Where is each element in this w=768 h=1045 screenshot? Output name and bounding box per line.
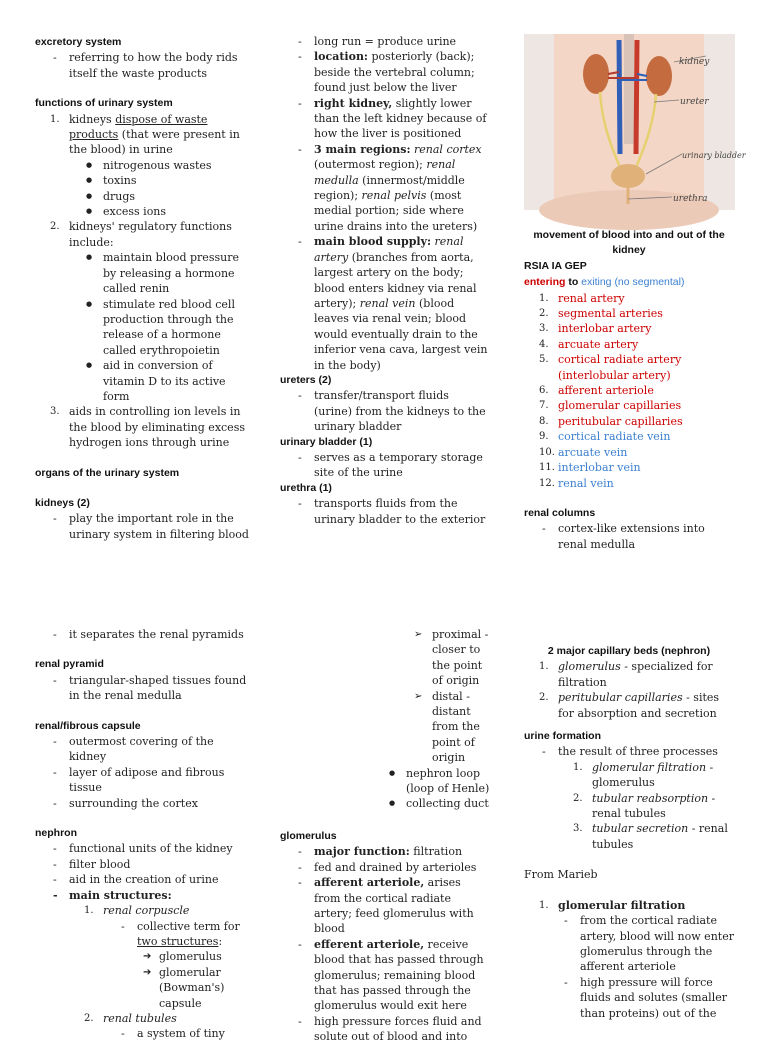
functions-item-1: 1. kidneys dispose of waste products (that were present in the blood) in urine ● nitrogenous wastes ● toxins ● drugs ● excess ions [69,112,250,220]
proximal-item: ➢ proximal - closer to the point of origin [432,627,490,689]
capsule-item: - outermost covering of the kidney [69,734,250,765]
pyramid-heading: renal pyramid [35,658,104,671]
kidney-location: - location: posteriorly (back); beside the vertebral column; found just below the liver [314,49,490,95]
functions-item-2: 2. kidneys' regulatory functions include: ● maintain blood pressure by releasing a hormone called renin ● stimulate red blood cell production through the release of a hormone called erythropoietin ● aid in conversion of vitamin D to its active form [69,219,250,404]
glom-major: - major function: filtration [314,844,490,859]
corpuscle-part: ➔ glomerular (Bowman's) capsule [159,965,250,1011]
formation-heading: urine formation [524,730,602,743]
urinary-system-figure [524,34,746,210]
bed-item: 2. peritubular capillaries - sites for absorption and secretion [539,691,720,720]
kidney-right-shape [646,56,672,96]
process-item: 3. tubular secretion - renal tubules [573,822,728,851]
kidneys-item: - play the important role in the urinary system in filtering blood [69,511,250,542]
entering-exiting-line: entering to exiting (no segmental) [524,276,685,289]
glom-afferent: - afferent arteriole, arises from the cortical radiate artery; feed glomerulus with blood [314,875,490,937]
vessel-item: 1. renal artery [539,291,625,305]
vessel-item: 3. interlobar artery [539,322,652,336]
waste-bullet: ● drugs [103,189,250,204]
distal-item: ➢ distal - distant from the point of origin [432,689,490,766]
bladder-heading: urinary bladder (1) [280,435,373,448]
bed-item: 1. glomerulus - specialized for filtration [539,660,713,689]
mnemonic: RSIA IA GEP [524,259,587,272]
kidney-regions: - 3 main regions: renal cortex (outermost region); renal medulla (innermost/middle region); renal pelvis (most medial portion; side where urine drains into the ureters) [314,142,490,234]
vessel-item: 8. peritubular capillaries [539,414,683,428]
columns-heading: renal columns [524,506,596,519]
excretory-item: - referring to how the body rids itself the waste products [69,50,250,81]
tubules-desc: - a system of tiny [137,1026,250,1041]
glom-efferent: - efferent arteriole, receive blood that has passed through glomerulus; remaining blood that has passed through the glomerulus would exit here [314,937,490,1014]
kidneys-heading: kidneys (2) [35,496,90,509]
bladder-item: - serves as a temporary storage site of the urine [314,450,490,481]
vessel-item: 12. renal vein [539,476,614,490]
gf-item: 1. glomerular filtration - from the cortical radiate artery, blood will now enter glomerulus through the afferent arteriole - high pressure will force fluids and solutes (smaller than proteins) out of the [558,898,734,1021]
nephron-item: - filter blood [69,857,250,872]
vessel-item: 10. arcuate vein [539,445,628,459]
p2-col1 [35,627,250,1042]
glom-pressure: - high pressure forces fluid and solute out of blood and into [314,1014,490,1045]
gf-detail: - high pressure will force fluids and solutes (smaller than proteins) out of the [580,975,734,1021]
corpuscle-desc: - collective term for two structures: ➔ glomerulus ➔ glomerular (Bowman's) capsule [137,919,250,1011]
kidney-right: - right kidney, slightly lower than the left kidney because of how the liver is positioned [314,96,490,142]
glomerulus-heading: glomerulus [280,830,337,842]
gf-detail: - from the cortical radiate artery, blood will now enter glomerulus through the afferent arteriole [580,913,734,975]
excretory-heading: excretory system [35,36,122,48]
p2-col2-top [390,627,490,812]
tubules-item: 2. renal tubules - a system of tiny [103,1011,250,1042]
vessel-item: 9. cortical radiate vein [539,430,671,444]
vessel-item: 4. arcuate artery [539,337,639,351]
regulatory-bullet: ● stimulate red blood cell production through the release of a hormone called erythropoietin [103,297,250,359]
vessel-item: 5. cortical radiate artery (interlobular artery) [539,353,682,382]
figure-label-bladder: urinary bladder [682,151,746,160]
corpuscle-item: 1. renal corpuscle - collective term for two structures: ➔ glomerulus ➔ glomerular (Bowman's) capsule [103,903,250,1011]
organs-heading: organs of the urinary system [35,466,180,479]
process-item: 2. tubular reabsorption - renal tubules [573,791,716,821]
urethra-item: - transports fluids from the urinary bladder to the exterior [314,496,490,527]
capsule-heading: renal/fibrous capsule [35,719,141,732]
capsule-item: - surrounding the cortex [69,796,250,811]
figure-label-kidney: kidney [679,57,710,67]
kidney-blood-supply: - main blood supply: renal artery (branches from aorta, largest artery on the body; blood enters kidney via renal artery); renal vein (blood leaves via renal vein; blood would eventually drain to the inferior vena cava, largest vein in the body) [314,234,490,373]
columns-item: - cortex-like extensions into renal medulla [558,521,734,552]
vessel-item: 2. segmental arteries [539,307,663,321]
nephron-main-structures: - main structures: 1. renal corpuscle - collective term for two structures: ➔ glomerulus ➔ glomerular (Bowman's) capsule 2. renal tubules - a system of tiny [69,888,250,1042]
capsule-item: - layer of adipose and fibrous tissue [69,765,250,796]
nephron-heading: nephron [35,827,77,840]
source-note: From Marieb [524,868,598,882]
glom-fed: - fed and drained by arterioles [314,860,490,875]
figure-label-urethra: urethra [673,194,708,204]
vessel-item: 6. afferent arteriole [539,384,654,398]
nephron-item: - aid in the creation of urine [69,872,250,887]
movement-heading: movement of blood into and out of the kidney [533,229,725,257]
kidney-left-shape [583,54,609,94]
p2-col2 [280,829,490,1045]
bladder-shape [611,164,645,188]
process-item: 1. glomerular filtration - glomerulus [573,760,714,790]
separates-item: - it separates the renal pyramids [69,627,250,642]
vessel-item: 7. glomerular capillaries [539,399,682,413]
p2-col3 [524,644,734,1021]
ureters-item: - transfer/transport fluids (urine) from the kidneys to the urinary bladder [314,388,490,434]
waste-bullet: ● nitrogenous wastes [103,158,250,173]
urethra-heading: urethra (1) [280,481,332,494]
waste-bullet: ● toxins [103,173,250,188]
figure-label-ureter: ureter [680,97,709,107]
functions-heading: functions of urinary system [35,97,173,110]
regulatory-bullet: ● aid in conversion of vitamin D to its active form [103,358,250,404]
nephron-item: - functional units of the kidney [69,841,250,856]
regulatory-bullet: ● maintain blood pressure by releasing a hormone called renin [103,250,250,296]
beds-heading: 2 major capillary beds (nephron) [547,645,711,657]
corpuscle-part: ➔ glomerulus [159,949,250,964]
p1-col3 [524,228,734,552]
p1-col1 [35,35,250,542]
ureters-heading: ureters (2) [280,373,332,386]
p1-col2 [280,34,490,527]
loop-item: ● nephron loop (loop of Henle) [406,766,490,797]
duct-item: ● collecting duct [406,796,490,811]
pyramid-item: - triangular-shaped tissues found in the renal medulla [69,673,250,704]
kidney-longrun: - long run = produce urine [314,34,490,49]
waste-bullet: ● excess ions [103,204,250,219]
vessel-item: 11. interlobar vein [539,461,641,475]
functions-item-3: 3. aids in controlling ion levels in the blood by eliminating excess hydrogen ions through urine [50,405,245,450]
formation-item: - the result of three processes 1. glomerular filtration - glomerulus 2. tubular reabsorption - renal tubules 3. tubular secretion - renal tubules [558,744,734,852]
